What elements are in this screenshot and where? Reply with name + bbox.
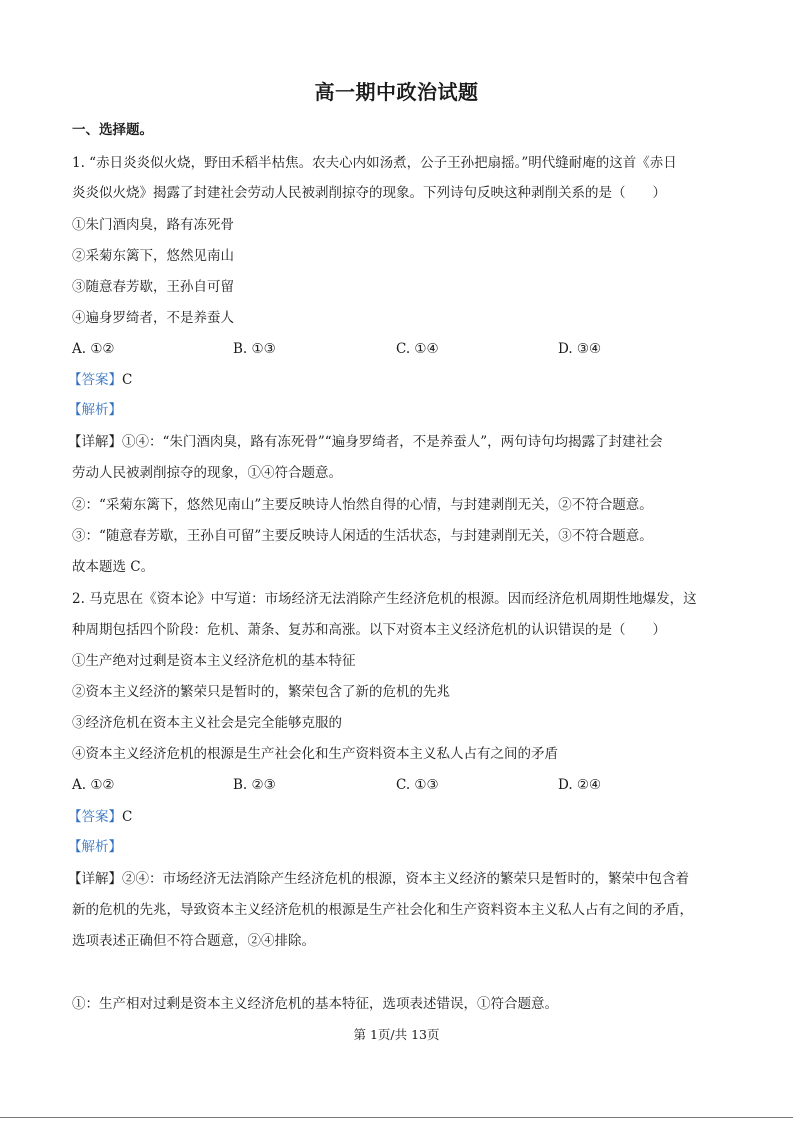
q2-detail-line-2: 新的危机的先兆，导致资本主义经济危机的根源是生产社会化和生产资料资本主义私人占有之间的矛盾，: [72, 902, 693, 918]
q2-option-d: D. ②④: [558, 777, 602, 793]
q1-stem-line-2: 炎炎似火烧》揭露了封建社会劳动人民被剥削掠夺的现象。下列诗句反映这种剥削关系的是（ ）: [72, 185, 666, 201]
answer-value: C: [122, 372, 133, 388]
detail-text: ②④：市场经济无法消除产生经济危机的根源，资本主义经济的繁荣只是暂时的，繁荣中包含着: [122, 871, 689, 887]
q1-item: ②采菊东篱下，悠然见南山: [72, 248, 234, 264]
q2-detail-line-4: ①：生产相对过剩是资本主义经济危机的基本特征，选项表述错误，①符合题意。: [72, 996, 558, 1012]
q2-item: ②资本主义经济的繁荣只是暂时的，繁荣包含了新的危机的先兆: [72, 684, 450, 700]
bottom-divider: [0, 1117, 793, 1118]
q1-stem-line-1: 1. “赤日炎炎似火烧，野田禾稻半枯焦。农夫心内如汤煮，公子王孙把扇摇。”明代缝耐庵的这首《赤日: [72, 155, 677, 171]
q2-stem-line-2: 种周期包括四个阶段：危机、萧条、复苏和高涨。以下对资本主义经济危机的认识错误的是（ ）: [72, 622, 666, 638]
q1-option-b: B. ①③: [233, 341, 276, 357]
detail-tag: 【详解】: [68, 434, 122, 450]
q1-item: ①朱门酒肉臭，路有冻死骨: [72, 217, 234, 233]
q1-option-d: D. ③④: [558, 341, 602, 357]
q1-detail-line-4: ③：“随意春芳歇，王孙自可留”主要反映诗人闲适的生活状态，与封建剥削无关，③不符合题意。: [72, 528, 653, 544]
q2-analysis-tag: 【解析】: [68, 839, 122, 855]
q2-option-c: C. ①③: [396, 777, 439, 793]
page-number: 第 1页/共 13页: [353, 1027, 440, 1042]
q1-conclusion: 故本题选 C。: [72, 559, 155, 575]
q2-item: ④资本主义经济危机的根源是生产社会化和生产资料资本主义私人占有之间的矛盾: [72, 746, 558, 762]
q2-detail-line-3: 选项表述正确但不符合题意，②④排除。: [72, 933, 315, 949]
answer-tag: 【答案】: [68, 809, 122, 825]
q1-option-a: A. ①②: [72, 341, 115, 357]
q2-option-a: A. ①②: [72, 777, 115, 793]
q2-option-b: B. ②③: [233, 777, 276, 793]
answer-tag: 【答案】: [68, 372, 122, 388]
q1-detail-line-1: [68, 432, 723, 452]
q2-item: ①生产绝对过剩是资本主义经济危机的基本特征: [72, 653, 356, 669]
q2-answer-line: [68, 807, 723, 827]
q1-detail-line-3: ②：“采菊东篱下，悠然见南山”主要反映诗人怡然自得的心情，与封建剥削无关，②不符合题意。: [72, 497, 653, 513]
section-heading: 一、选择题。: [72, 122, 153, 138]
q1-analysis-tag: 【解析】: [68, 402, 122, 418]
q2-item: ③经济危机在资本主义社会是完全能够克服的: [72, 715, 342, 731]
detail-text: ①④：“朱门酒肉臭，路有冻死骨”“遍身罗绮者，不是养蚕人”，两句诗句均揭露了封建社会: [122, 434, 663, 450]
q1-answer-line: [68, 370, 723, 390]
q1-option-c: C. ①④: [396, 341, 439, 357]
page-title: 高一期中政治试题: [314, 80, 479, 104]
q2-stem-line-1: 2. 马克思在《资本论》中写道：市场经济无法消除产生经济危机的根源。因而经济危机周期性地爆发，这: [72, 591, 697, 607]
q2-detail-line-1: [68, 869, 723, 889]
q1-item: ④遍身罗绮者，不是养蚕人: [72, 310, 234, 326]
q1-detail-line-2: 劳动人民被剥削掠夺的现象，①④符合题意。: [72, 465, 342, 481]
answer-value: C: [122, 809, 133, 825]
q1-item: ③随意春芳歇，王孙自可留: [72, 279, 234, 295]
detail-tag: 【详解】: [68, 871, 122, 887]
